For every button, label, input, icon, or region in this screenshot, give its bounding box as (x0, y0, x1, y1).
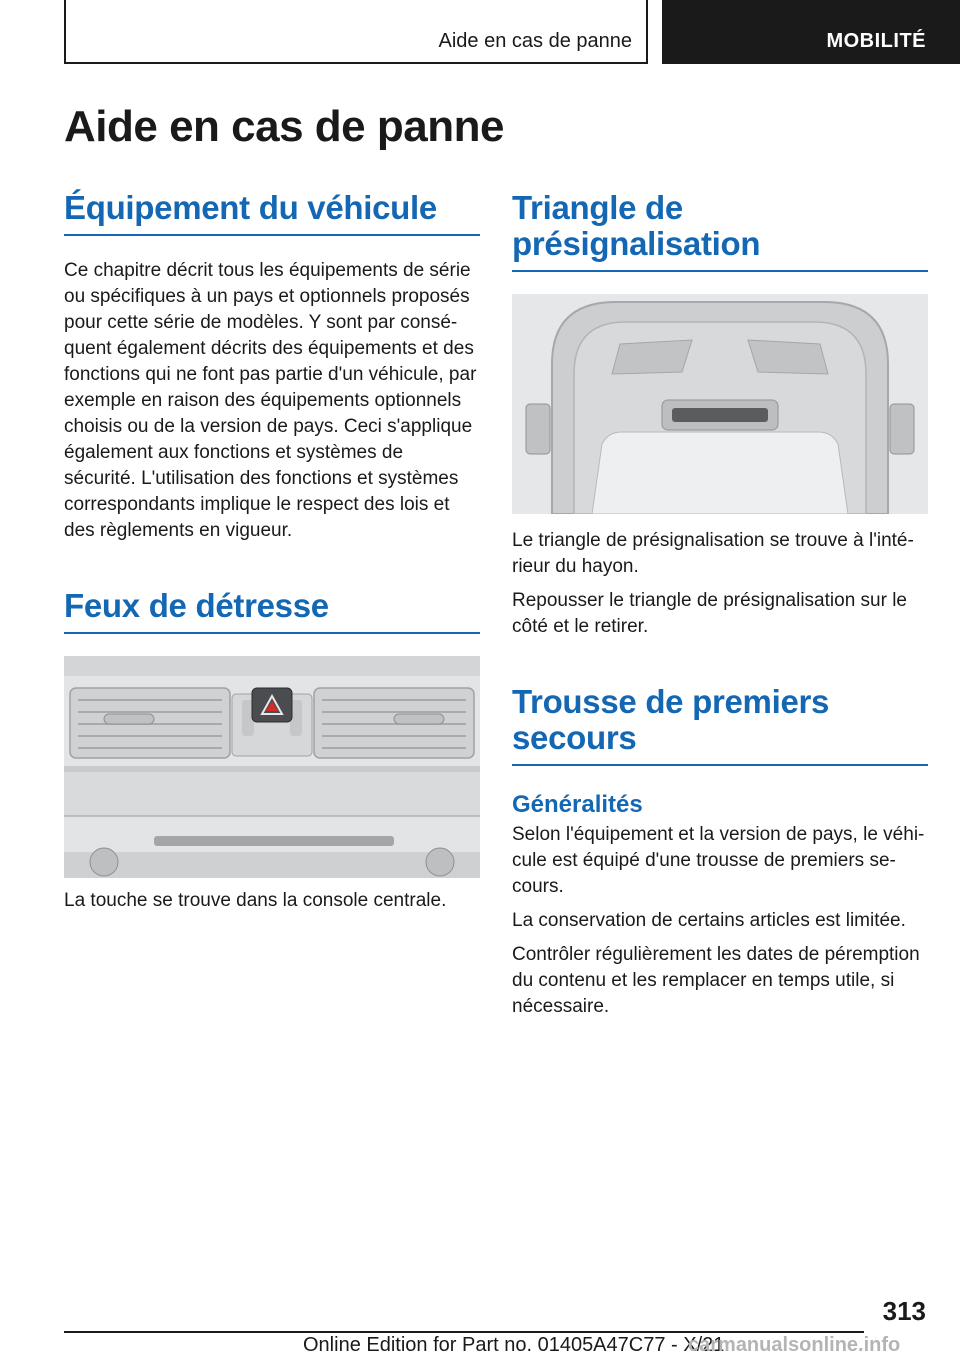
header-section-label: MOBILITÉ (826, 30, 926, 52)
header-chapter-title: Aide en cas de panne (438, 30, 632, 52)
warning-triangle-compartment (662, 400, 778, 430)
left-column (64, 190, 480, 914)
footer-divider (64, 1331, 864, 1333)
right-air-vent (314, 688, 474, 758)
left-air-vent (70, 688, 230, 758)
tailgate-illustration (512, 294, 928, 514)
footer-edition: Online Edition for Part no. 01405A47C77 - X/21 (303, 1334, 725, 1356)
header-section-box (662, 0, 960, 64)
page-number: 313 (882, 1296, 926, 1326)
header-chapter-box (64, 0, 648, 64)
general-text-3: Contrôler régulièrement les dates de péremption du contenu et les remplacer en temps utile, si nécessaire. (512, 944, 920, 1017)
triangle-text-2: Repousser le triangle de présignalisation sur le côté et le retirer. (512, 590, 908, 637)
general-text-2: La conservation de certains articles est limitée. (512, 910, 906, 931)
equipment-text: Ce chapitre décrit tous les équipements de série ou spécifiques à un pays et optionnels proposés pour cette série de modèles. Y sont par conséquent également décrits des équipements et des fonctions qui ne font pas partie d'un véhicule, par exemple en raison des équipements optionnels choisis ou de la version de pays. Ceci s'applique également aux fonctions et systèmes de sécurité. L'utilisation des fonctions et systèmes correspondants implique le respect des lois et des règlements en vigueur. (64, 260, 477, 541)
triangle-text-1: Le triangle de présignalisation se trouve à l'intérieur du hayon. (512, 530, 914, 577)
page-title: Aide en cas de panne (64, 102, 504, 151)
footer-watermark: carmanualsonline.info (688, 1334, 901, 1356)
hazard-button-illustration (64, 656, 480, 878)
triangle-heading: Triangle de présignalisation (512, 190, 928, 272)
general-text-1: Selon l'équipement et la version de pays, le véhicule est équipé d'une trousse de premiers secours. (512, 824, 925, 897)
hazard-heading: Feux de détresse (64, 588, 480, 634)
right-column (512, 190, 928, 1020)
firstaid-heading: Trousse de premiers secours (512, 684, 928, 766)
hazard-caption: La touche se trouve dans la console centrale. (64, 890, 447, 911)
hazard-button-icon (252, 688, 292, 722)
equipment-heading: Équipement du véhicule (64, 190, 480, 236)
general-subheading: Généralités (512, 791, 643, 818)
